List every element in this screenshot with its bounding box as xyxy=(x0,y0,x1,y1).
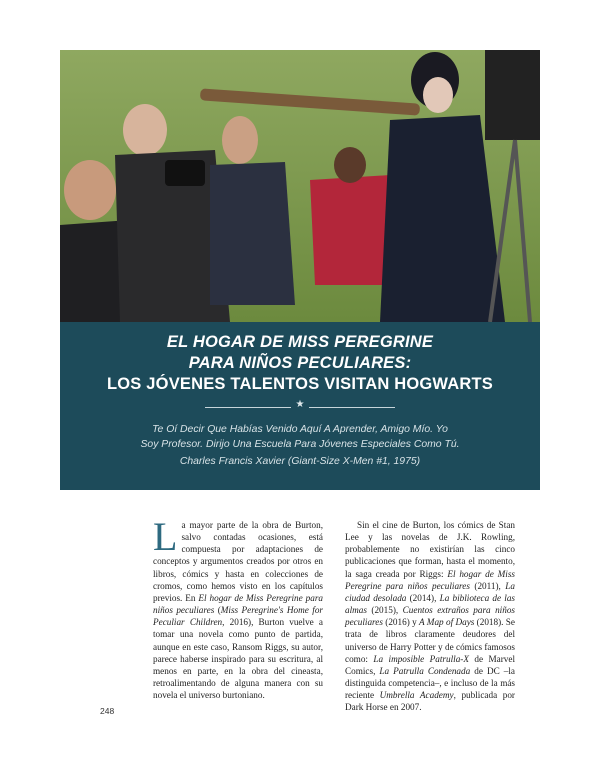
comic-title: La imposible Patrulla-X xyxy=(373,653,469,664)
text-run: (2014), xyxy=(406,592,440,603)
film-set-photo xyxy=(60,50,540,322)
divider-line-left xyxy=(205,407,291,408)
text-run: a mayor parte de la obra de Burton, salvo contadas ocasiones, está compuesta por adaptaciones de conceptos y argumentos creados por otros en libros, cómics y hasta en colecciones de cromos, como hemos visto en los capítulos previos. En xyxy=(153,520,323,603)
text-run: (2018). Se trata de libros claramente deudores del universo de Harry Potter y de cómics famosos como: xyxy=(345,617,515,664)
body-column-1 xyxy=(153,514,323,701)
book-title: El hogar de Miss Peregrine para niños peculiares xyxy=(345,568,515,591)
book-title: A Map of Days xyxy=(419,617,475,628)
paragraph xyxy=(153,514,323,701)
book-title: La ciudad desolada xyxy=(345,580,515,603)
comic-title: Umbrella Academy xyxy=(379,690,454,701)
body-column-2 xyxy=(345,519,515,714)
text-run: de DC –la distinguida competencia–, e incluso de la más reciente xyxy=(345,665,515,701)
text-run: de Marvel Comics, xyxy=(345,653,516,676)
book-title: El hogar de Miss Peregrine para niños peculiares xyxy=(153,592,323,616)
star-icon: ★ xyxy=(295,399,305,410)
title-divider xyxy=(205,399,395,411)
text-run: (2015), xyxy=(366,605,403,616)
dropcap: L xyxy=(153,514,178,559)
page-number: 248 xyxy=(100,706,115,716)
quote-line-1: Te Oí Decir Que Habías Venido Aquí A Aprender, Amigo Mío. Yo xyxy=(152,424,448,435)
header-photo xyxy=(60,50,540,322)
book-title: Miss Peregrine's Home for Peculiar Children xyxy=(153,605,323,628)
title-band xyxy=(60,322,540,490)
text-run: (2016) y xyxy=(382,617,420,628)
title-line-3: LOS JÓVENES TALENTOS VISITAN HOGWARTS xyxy=(106,375,494,393)
epigraph-quote xyxy=(88,422,512,452)
text-run: Sin el cine de Burton, los cómics de Stan Lee y las novelas de J.K. Rowling, probablemente no existirían las cinco publicaciones que forman, hasta el momento, la saga creada por Riggs: xyxy=(345,520,515,579)
quote-line-2: Soy Profesor. Dirijo Una Escuela Para Jóvenes Especiales Como Tú. xyxy=(140,439,460,450)
epigraph-attribution: Charles Francis Xavier (Giant-Size X-Men #1, 1975) xyxy=(179,456,421,467)
title-line-2: PARA NIÑOS PECULIARES: xyxy=(188,354,412,372)
book-title: La biblioteca de las almas xyxy=(345,592,516,616)
comic-title: La Patrulla Condenada xyxy=(379,665,471,676)
title-line-1: EL HOGAR DE MISS PEREGRINE xyxy=(166,333,434,351)
text-run: (2011), xyxy=(469,580,506,591)
paragraph xyxy=(345,519,515,714)
text-run: , 2016), Burton vuelve a tomar una novela como punto de partida, aunque en este caso, Ransom Riggs, su autor, parece haberse inspirado para su escritura, al menos en parte, en la obra del cineasta, retroalimentando de alguna manera con su novela el universo burtoniano. xyxy=(153,617,323,701)
book-title: Cuentos extraños para niños peculiares xyxy=(345,605,515,628)
article-title xyxy=(60,332,540,395)
text-run: ( xyxy=(214,605,221,616)
divider-line-right xyxy=(309,407,395,408)
text-run: , publicada por Dark Horse en 2007. xyxy=(345,690,515,713)
